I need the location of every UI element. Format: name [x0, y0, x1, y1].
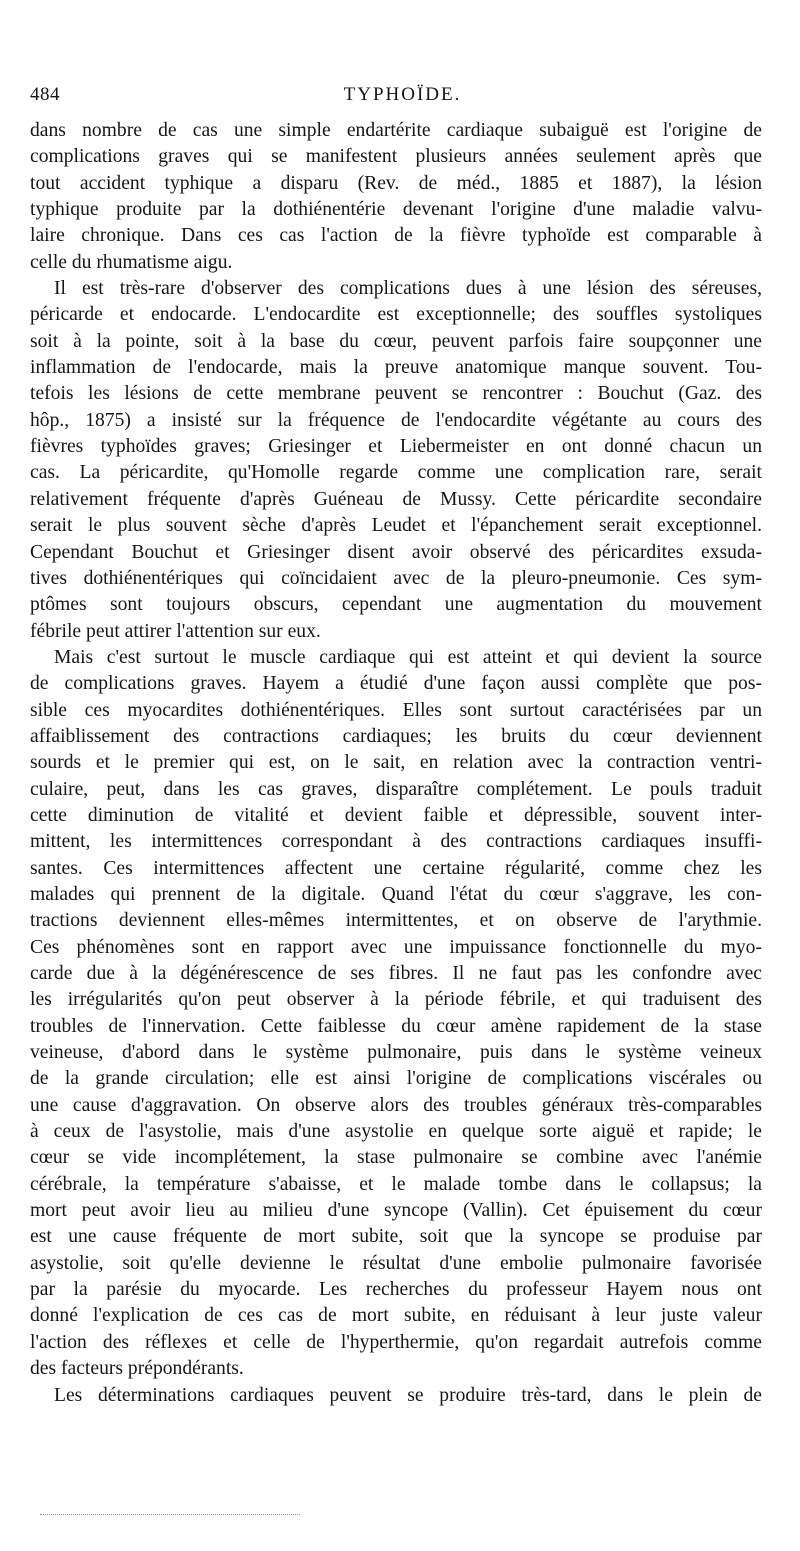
- text-line: une cause d'aggravation. On observe alors des troubles généraux très-comparables: [30, 1094, 762, 1116]
- text-line: mort peut avoir lieu au milieu d'une syncope (Vallin). Cet épuisement du cœur: [30, 1200, 762, 1222]
- text-line: de la grande circulation; elle est ainsi l'origine de complications viscérales ou: [30, 1068, 762, 1090]
- text-line: dans nombre de cas une simple endartérite cardiaque subaiguë est l'origine de: [30, 120, 762, 141]
- text-line: Mais c'est surtout le muscle cardiaque qui est atteint et qui devient la source: [54, 646, 762, 668]
- text-line: donné l'explication de ces cas de mort subite, en réduisant à leur juste valeur: [30, 1305, 762, 1327]
- text-line: les irrégularités qu'on peut observer à la période fébrile, et qui traduisent des: [30, 989, 762, 1011]
- text-line: cette diminution de vitalité et devient faible et dépressible, souvent inter-: [30, 804, 762, 826]
- text-line: sourds et le premier qui est, on le sait, en relation avec la contraction ventri-: [30, 752, 762, 774]
- text-line: l'action des réflexes et celle de l'hyperthermie, qu'on regardait autrefois comme: [30, 1331, 762, 1353]
- text-line: de complications graves. Hayem a étudié d'une façon aussi complète que pos-: [30, 673, 762, 695]
- text-line: Cependant Bouchut et Griesinger disent avoir observé des péricardites exsuda-: [30, 541, 762, 563]
- text-line: à ceux de l'asystolie, mais d'une asystolie en quelque sorte aiguë et rapide; le: [30, 1121, 762, 1143]
- text-line: fébrile peut attirer l'attention sur eux.: [30, 620, 321, 642]
- text-line: complications graves qui se manifestent plusieurs années seulement après que: [30, 146, 762, 168]
- text-line: veineuse, d'abord dans le système pulmonaire, puis dans le système veineux: [30, 1042, 762, 1064]
- text-line: péricarde et endocarde. L'endocardite est exceptionnelle; des souffles systoliques: [30, 304, 762, 326]
- text-line: Ces phénomènes sont en rapport avec une impuissance fonctionnelle du myo-: [30, 936, 762, 958]
- page-header: [30, 84, 775, 112]
- text-line: relativement fréquente d'après Guéneau de Mussy. Cette péricardite secondaire: [30, 488, 762, 510]
- page-number: 484: [30, 84, 60, 105]
- text-line: soit à la pointe, soit à la base du cœur, peuvent parfois faire soupçonner une: [30, 330, 762, 352]
- text-line: celle du rhumatisme aigu.: [30, 251, 233, 273]
- text-line: asystolie, soit qu'elle devienne le résultat d'une embolie pulmonaire favorisée: [30, 1252, 762, 1274]
- text-line: santes. Ces intermittences affectent une certaine régularité, comme chez les: [30, 857, 762, 879]
- text-line: cas. La péricardite, qu'Homolle regarde comme une complication rare, serait: [30, 462, 762, 484]
- text-line: serait le plus souvent sèche d'après Leudet et l'épanchement serait exceptionnel.: [30, 515, 762, 537]
- text-line: malades qui prennent de la digitale. Quand l'état du cœur s'aggrave, les con-: [30, 883, 762, 905]
- text-line: tives dothiénentériques qui coïncidaient avec de la pleuro-pneumonie. Ces sym-: [30, 567, 762, 589]
- text-line: ptômes sont toujours obscurs, cependant une augmentation du mouvement: [30, 594, 762, 616]
- body-text: [30, 118, 762, 1409]
- text-line: inflammation de l'endocarde, mais la preuve anatomique manque souvent. Tou-: [30, 357, 762, 379]
- running-title: TYPHOÏDE.: [343, 84, 462, 105]
- text-line: culaire, peut, dans les cas graves, disparaître complétement. Le pouls traduit: [30, 778, 762, 800]
- text-line: troubles de l'innervation. Cette faiblesse du cœur amène rapidement de la stase: [30, 1015, 762, 1037]
- text-line: typhique produite par la dothiénentérie devenant l'origine d'une maladie valvu-: [30, 199, 762, 221]
- text-line: sible ces myocardites dothiénentériques. Elles sont surtout caractérisées par un: [30, 699, 762, 721]
- text-line: tout accident typhique a disparu (Rev. de méd., 1885 et 1887), la lésion: [30, 172, 762, 194]
- text-line: cérébrale, la température s'abaisse, et le malade tombe dans le collapsus; la: [30, 1173, 762, 1195]
- text-line: par la parésie du myocarde. Les recherches du professeur Hayem nous ont: [30, 1279, 762, 1301]
- text-line: laire chronique. Dans ces cas l'action de la fièvre typhoïde est comparable à: [30, 225, 762, 247]
- text-line: mittent, les intermittences correspondant à des contractions cardiaques insuffi-: [30, 831, 762, 853]
- text-line: carde due à la dégénérescence de ses fibres. Il ne faut pas les confondre avec: [30, 963, 762, 984]
- text-line: Il est très-rare d'observer des complications dues à une lésion des séreuses,: [54, 278, 762, 300]
- text-line: affaiblissement des contractions cardiaques; les bruits du cœur deviennent: [30, 725, 762, 747]
- text-line: tefois les lésions de cette membrane peuvent se rencontrer : Bouchut (Gaz. des: [30, 383, 762, 405]
- text-line: fièvres typhoïdes graves; Griesinger et Liebermeister en ont donné chacun un: [30, 436, 762, 458]
- footer-rule: [40, 1514, 300, 1515]
- text-line: est une cause fréquente de mort subite, soit que la syncope se produise par: [30, 1226, 762, 1248]
- text-line: des facteurs prépondérants.: [30, 1358, 244, 1380]
- text-line: cœur se vide incomplétement, la stase pulmonaire se combine avec l'anémie: [30, 1147, 762, 1169]
- text-line: hôp., 1875) a insisté sur la fréquence de l'endocardite végétante au cours des: [30, 409, 762, 431]
- text-line: Les déterminations cardiaques peuvent se produire très-tard, dans le plein de: [54, 1384, 762, 1406]
- text-line: tractions deviennent elles-mêmes intermittentes, et on observe de l'arythmie.: [30, 910, 762, 932]
